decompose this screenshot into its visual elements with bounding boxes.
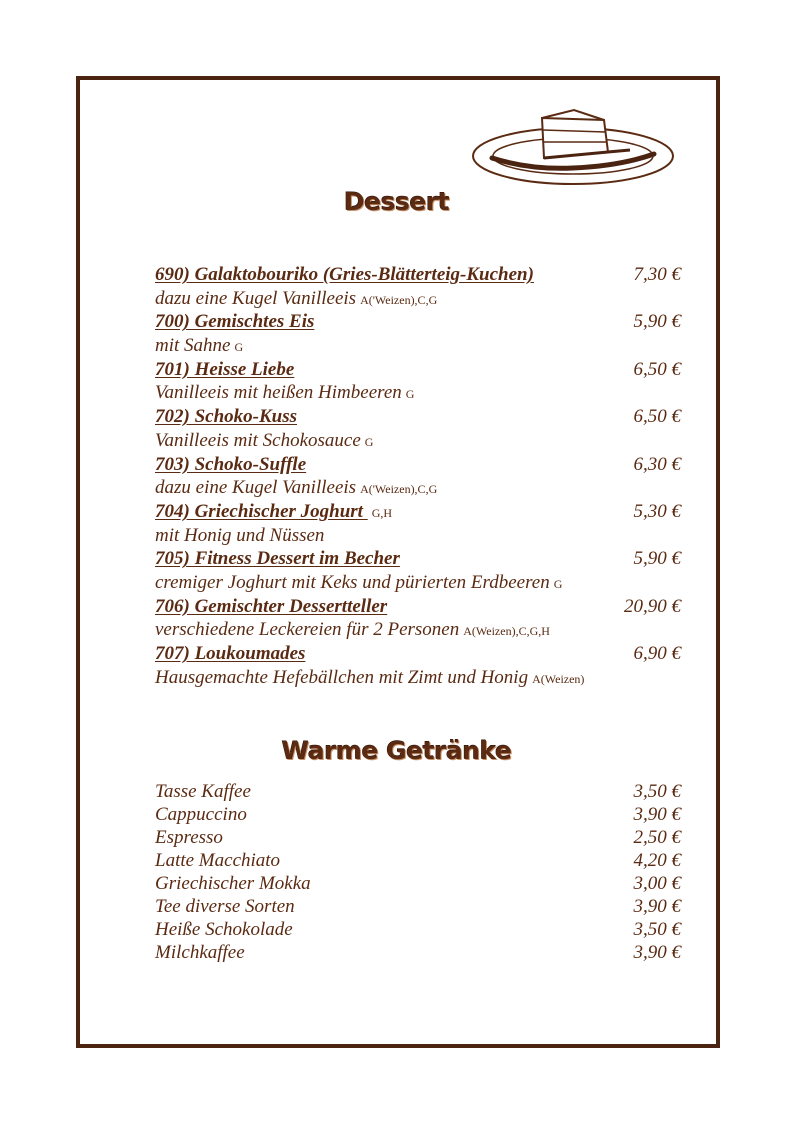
drink-item-name: Cappuccino	[155, 804, 247, 825]
dessert-item-row	[155, 453, 681, 477]
dessert-item-description-row	[155, 287, 681, 311]
dessert-item-row	[155, 500, 681, 524]
dessert-item-price: 6,90 €	[633, 643, 681, 664]
dessert-item-row	[155, 595, 681, 619]
dessert-item-description-row	[155, 476, 681, 500]
drink-item-price: 3,90 €	[633, 896, 681, 917]
dessert-item-row	[155, 547, 681, 571]
dessert-item-row	[155, 263, 681, 287]
dessert-item-description: Vanilleeis mit Schokosauce	[155, 429, 361, 451]
dessert-item-description-row	[155, 618, 681, 642]
dessert-item-description: verschiedene Leckereien für 2 Personen	[155, 619, 460, 641]
dessert-item-title: 701) Heisse Liebe	[155, 358, 295, 380]
drink-item-row	[155, 872, 681, 895]
allergen-note: A('Weizen),C,G	[360, 482, 438, 497]
drink-item-price: 2,50 €	[633, 827, 681, 848]
dessert-item-title: 690) Galaktobouriko (Gries-Blätterteig-Kuchen)	[155, 264, 534, 285]
cake-plate-icon	[470, 106, 676, 188]
dessert-item-title: 704) Griechischer Joghurt	[155, 500, 368, 522]
drink-item-row	[155, 918, 681, 941]
allergen-note: G	[553, 576, 563, 591]
drink-item-name: Tee diverse Sorten	[155, 896, 295, 917]
allergen-note: G	[405, 387, 415, 402]
drink-item-name: Heiße Schokolade	[155, 919, 293, 940]
dessert-item-row	[155, 358, 681, 382]
drink-item-row	[155, 780, 681, 803]
dessert-item-title: 700) Gemischtes Eis	[155, 311, 315, 333]
dessert-item-price: 5,30 €	[633, 500, 681, 522]
allergen-note: G	[364, 434, 374, 449]
dessert-item-description: mit Sahne	[155, 335, 231, 357]
drink-item-row	[155, 849, 681, 872]
drink-item-name: Espresso	[155, 827, 223, 848]
allergen-note: A(Weizen),C,G,H	[463, 624, 550, 639]
drink-item-name: Tasse Kaffee	[155, 781, 251, 802]
dessert-list	[155, 263, 681, 689]
drink-item-row	[155, 941, 681, 964]
dessert-item-title: 705) Fitness Dessert im Becher	[155, 548, 400, 570]
dessert-item-description: Vanilleeis mit heißen Himbeeren	[155, 382, 402, 404]
allergen-note: G,H	[371, 505, 393, 520]
dessert-item-row	[155, 310, 681, 334]
allergen-note: A('Weizen),C,G	[360, 292, 438, 307]
dessert-item-description-row	[155, 571, 681, 595]
dessert-item-title: 703) Schoko-Suffle	[155, 453, 307, 475]
dessert-item-description-row	[155, 524, 681, 548]
dessert-item-price: 5,90 €	[633, 548, 681, 570]
dessert-item-description-row	[155, 429, 681, 453]
dessert-item-title: 707) Loukoumades	[155, 643, 306, 664]
drinks-list	[155, 780, 681, 964]
drink-item-price: 3,90 €	[633, 804, 681, 825]
dessert-item-description: cremiger Joghurt mit Keks und pürierten Erdbeeren	[155, 571, 550, 593]
dessert-item-description-row	[155, 381, 681, 405]
drink-item-price: 3,00 €	[633, 873, 681, 894]
dessert-item-price: 5,90 €	[633, 311, 681, 333]
dessert-item-title: 706) Gemischter Dessertteller	[155, 595, 388, 617]
drink-item-price: 4,20 €	[633, 850, 681, 871]
drink-item-name: Griechischer Mokka	[155, 873, 311, 894]
drink-item-price: 3,50 €	[633, 919, 681, 940]
allergen-note: G	[234, 340, 244, 355]
drink-item-row	[155, 826, 681, 849]
drink-item-name: Latte Macchiato	[155, 850, 281, 871]
dessert-item-row	[155, 405, 681, 429]
dessert-heading: Dessert	[343, 187, 450, 216]
warm-drinks-heading: Warme Getränke	[281, 736, 512, 765]
dessert-item-price: 6,30 €	[633, 453, 681, 475]
dessert-item-description: mit Honig und Nüssen	[155, 524, 325, 546]
dessert-item-title: 702) Schoko-Kuss	[155, 406, 297, 428]
dessert-item-price: 6,50 €	[633, 358, 681, 380]
dessert-item-description-row	[155, 334, 681, 358]
drink-item-row	[155, 895, 681, 918]
dessert-item-description-row	[155, 666, 681, 690]
drink-item-price: 3,50 €	[633, 781, 681, 802]
dessert-item-price: 7,30 €	[633, 264, 681, 285]
dessert-item-price: 20,90 €	[624, 595, 681, 617]
dessert-item-row	[155, 642, 681, 666]
drink-item-price: 3,90 €	[633, 942, 681, 963]
allergen-note: A(Weizen)	[532, 671, 585, 686]
dessert-item-description: Hausgemachte Hefebällchen mit Zimt und Honig	[155, 666, 529, 688]
dessert-item-description: dazu eine Kugel Vanilleeis	[155, 477, 357, 499]
dessert-item-description: dazu eine Kugel Vanilleeis	[155, 287, 357, 309]
drink-item-row	[155, 803, 681, 826]
drink-item-name: Milchkaffee	[155, 942, 245, 963]
dessert-item-price: 6,50 €	[633, 406, 681, 428]
